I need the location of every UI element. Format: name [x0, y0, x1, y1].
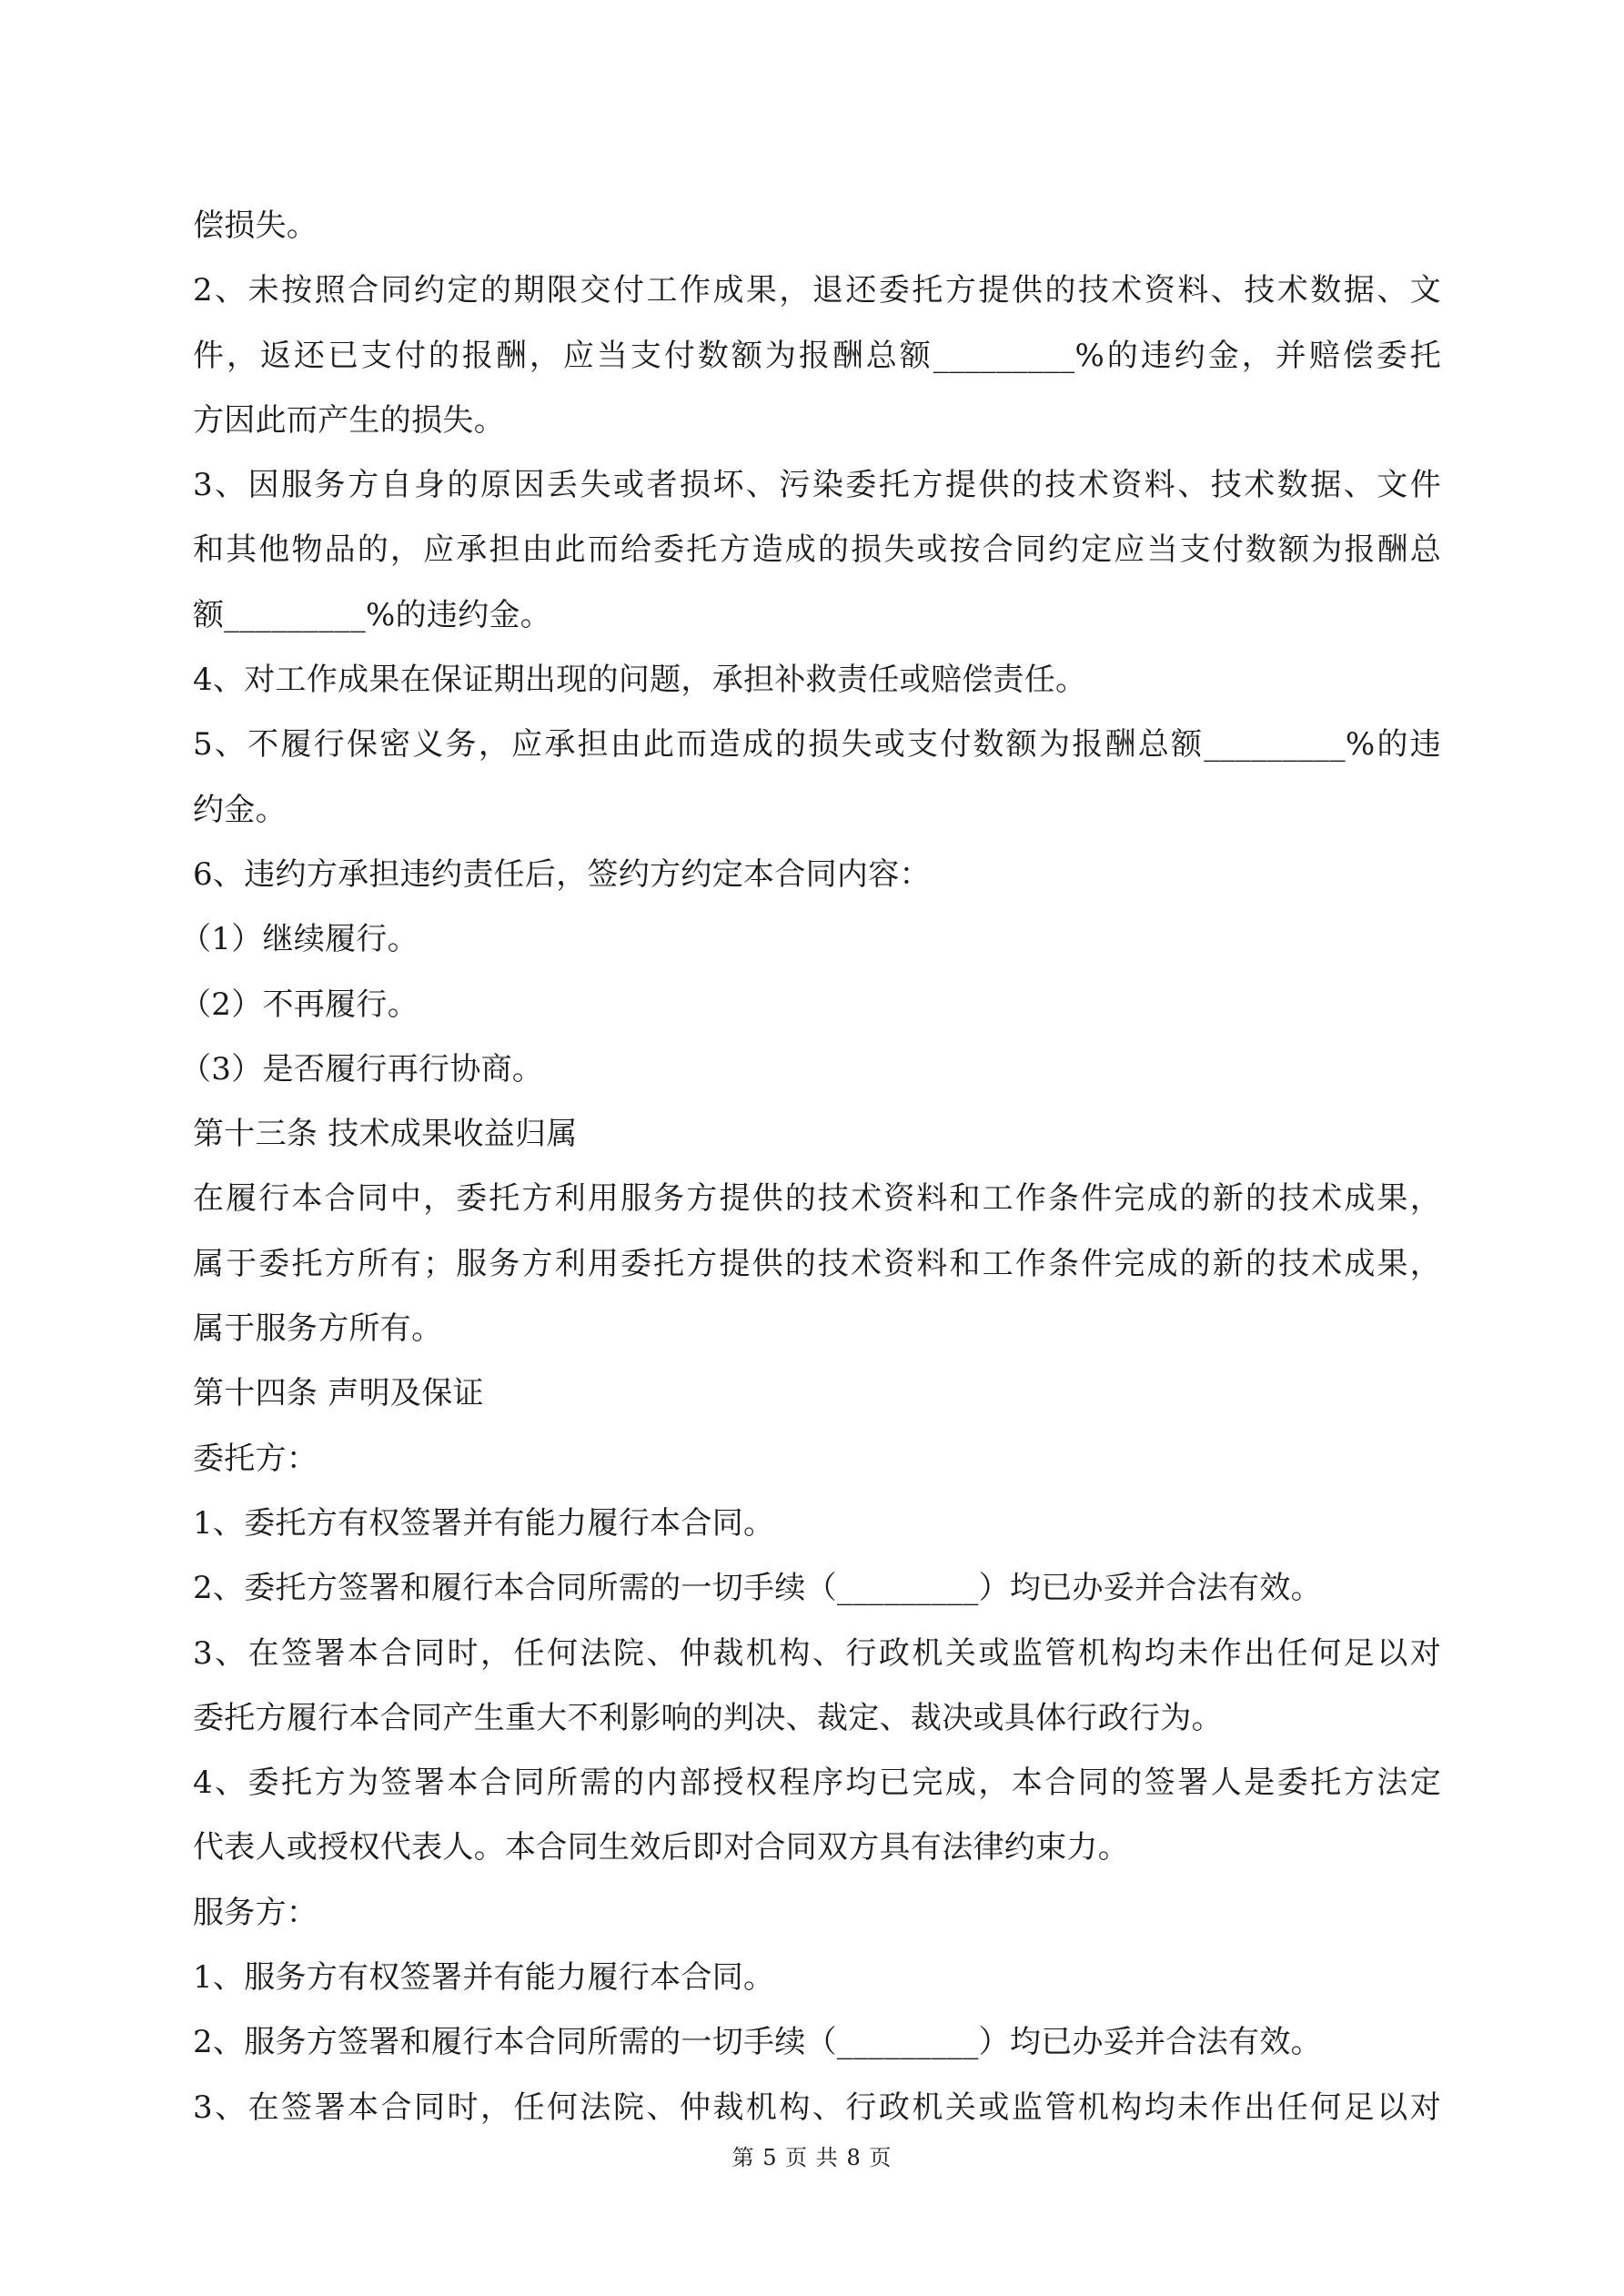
text-line: 2、委托方签署和履行本合同所需的一切手续（_________）均已办妥并合法有效。 — [193, 1570, 1322, 1607]
text-line: 代表人或授权代表人。本合同生效后即对合同双方具有法律约束力。 — [193, 1829, 1129, 1866]
text-line: 和其他物品的，应承担由此而给委托方造成的损失或按合同约定应当支付数额为报酬总 — [193, 531, 1441, 569]
text-line: 第十四条 声明及保证 — [193, 1375, 484, 1412]
text-line: 1、委托方有权签署并有能力履行本合同。 — [193, 1504, 775, 1542]
text-line: 属于服务方所有。 — [193, 1310, 443, 1348]
text-line: 委托方： — [193, 1440, 318, 1477]
text-line: 偿损失。 — [193, 207, 318, 244]
text-line: 3、在签署本合同时，任何法院、仲裁机构、行政机关或监管机构均未作出任何足以对 — [193, 1634, 1441, 1672]
text-line: 第十三条 技术成果收益归属 — [193, 1116, 578, 1153]
text-line: 4、对工作成果在保证期出现的问题，承担补救责任或赔偿责任。 — [193, 662, 1087, 699]
text-line: 1、服务方有权签署并有能力履行本合同。 — [193, 1959, 775, 1997]
text-line: （2）不再履行。 — [180, 986, 419, 1023]
text-line: 6、违约方承担违约责任后，签约方约定本合同内容： — [193, 855, 931, 893]
text-line: 在履行本合同中，委托方利用服务方提供的技术资料和工作条件完成的新的技术成果， — [193, 1180, 1441, 1218]
text-line: 2、服务方签署和履行本合同所需的一切手续（_________）均已办妥并合法有效。 — [193, 2024, 1322, 2061]
text-line: （1）继续履行。 — [180, 921, 419, 958]
text-line: 属于委托方所有；服务方利用委托方提供的技术资料和工作条件完成的新的技术成果， — [193, 1245, 1441, 1282]
text-line: 件，返还已支付的报酬，应当支付数额为报酬总额_________%的违约金，并赔偿委托 — [193, 337, 1441, 374]
text-line: （3）是否履行再行协商。 — [180, 1050, 544, 1087]
text-line: 3、在签署本合同时，任何法院、仲裁机构、行政机关或监管机构均未作出任何足以对 — [193, 2089, 1441, 2126]
page-footer: 第 5 页 共 8 页 — [731, 2145, 893, 2170]
text-line: 服务方： — [193, 1894, 318, 1931]
text-line: 4、委托方为签署本合同所需的内部授权程序均已完成，本合同的签署人是委托方法定 — [193, 1765, 1441, 1802]
text-line: 额_________%的违约金。 — [193, 596, 552, 633]
text-line: 3、因服务方自身的原因丢失或者损坏、污染委托方提供的技术资料、技术数据、文件 — [193, 467, 1441, 504]
document-body — [180, 194, 1441, 2140]
text-line: 2、未按照合同约定的期限交付工作成果，退还委托方提供的技术资料、技术数据、文 — [193, 272, 1441, 309]
text-line: 约金。 — [193, 791, 287, 828]
text-line: 5、不履行保密义务，应承担由此而造成的损失或支付数额为报酬总额_________%的违 — [193, 726, 1441, 764]
text-line: 方因此而产生的损失。 — [193, 401, 505, 439]
text-line: 委托方履行本合同产生重大不利影响的判决、裁定、裁决或具体行政行为。 — [193, 1699, 1223, 1736]
